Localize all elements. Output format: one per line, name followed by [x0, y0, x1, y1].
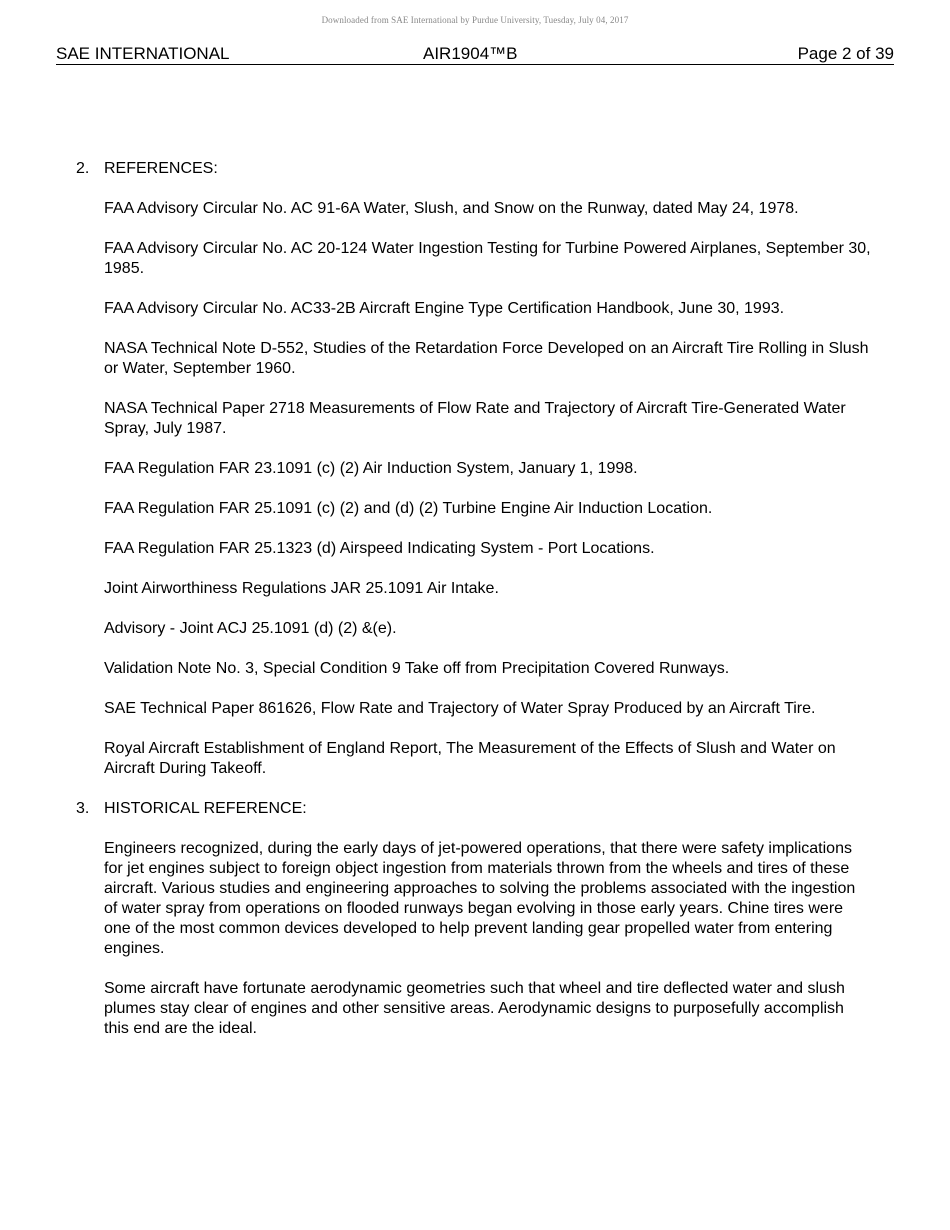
reference-item: NASA Technical Paper 2718 Measurements of Flow Rate and Trajectory of Aircraft Tire-Generated Water Spray, July 1987.	[104, 400, 846, 437]
header-organization: SAE INTERNATIONAL	[56, 44, 230, 63]
historical-paragraph: Engineers recognized, during the early days of jet-powered operations, that there were safety implications for jet engines subject to foreign object ingestion from materials thrown from the wheels and tires of these aircraft. Various studies and engineering approaches to solving the problems associated with the ingestion of water spray from operations on flooded runways began evolving in those early years. Chine tires were one of the most common devices developed to help prevent landing gear propelled water from entering engines.	[104, 840, 856, 957]
reference-item: FAA Regulation FAR 25.1091 (c) (2) and (d) (2) Turbine Engine Air Induction Location.	[104, 500, 713, 517]
reference-item: Royal Aircraft Establishment of England Report, The Measurement of the Effects of Slush and Water on Aircraft During Takeoff.	[104, 740, 836, 777]
header-page-number: Page 2 of 39	[797, 44, 894, 63]
historical-paragraph: Some aircraft have fortunate aerodynamic geometries such that wheel and tire deflected water and slush plumes stay clear of engines and other sensitive areas. Aerodynamic designs to purposefully accomplish this end are the ideal.	[104, 980, 845, 1037]
reference-list	[76, 199, 876, 779]
reference-item: FAA Regulation FAR 23.1091 (c) (2) Air Induction System, January 1, 1998.	[104, 460, 638, 477]
section-heading-historical	[76, 799, 876, 819]
header-document-id: AIR1904™B	[423, 44, 518, 63]
reference-item: Advisory - Joint ACJ 25.1091 (d) (2) &(e).	[104, 620, 397, 637]
reference-item: FAA Regulation FAR 25.1323 (d) Airspeed Indicating System - Port Locations.	[104, 540, 655, 557]
section-number: 2.	[76, 160, 90, 177]
page-header	[56, 44, 894, 65]
document-body	[76, 159, 876, 1059]
section-title: HISTORICAL REFERENCE:	[104, 800, 307, 817]
section-heading-references	[76, 159, 876, 179]
section-number: 3.	[76, 800, 90, 817]
reference-item: FAA Advisory Circular No. AC 20-124 Water Ingestion Testing for Turbine Powered Airplanes, September 30, 1985.	[104, 240, 871, 277]
section-title: REFERENCES:	[104, 160, 218, 177]
reference-item: SAE Technical Paper 861626, Flow Rate and Trajectory of Water Spray Produced by an Aircraft Tire.	[104, 700, 816, 717]
reference-item: Validation Note No. 3, Special Condition 9 Take off from Precipitation Covered Runways.	[104, 660, 730, 677]
download-watermark: Downloaded from SAE International by Purdue University, Tuesday, July 04, 2017	[321, 15, 629, 25]
reference-item: FAA Advisory Circular No. AC 91-6A Water, Slush, and Snow on the Runway, dated May 24, 1978.	[104, 200, 799, 217]
reference-item: NASA Technical Note D-552, Studies of the Retardation Force Developed on an Aircraft Tire Rolling in Slush or Water, September 1960.	[104, 340, 869, 377]
reference-item: Joint Airworthiness Regulations JAR 25.1091 Air Intake.	[104, 580, 499, 597]
reference-item: FAA Advisory Circular No. AC33-2B Aircraft Engine Type Certification Handbook, June 30, 1993.	[104, 300, 785, 317]
